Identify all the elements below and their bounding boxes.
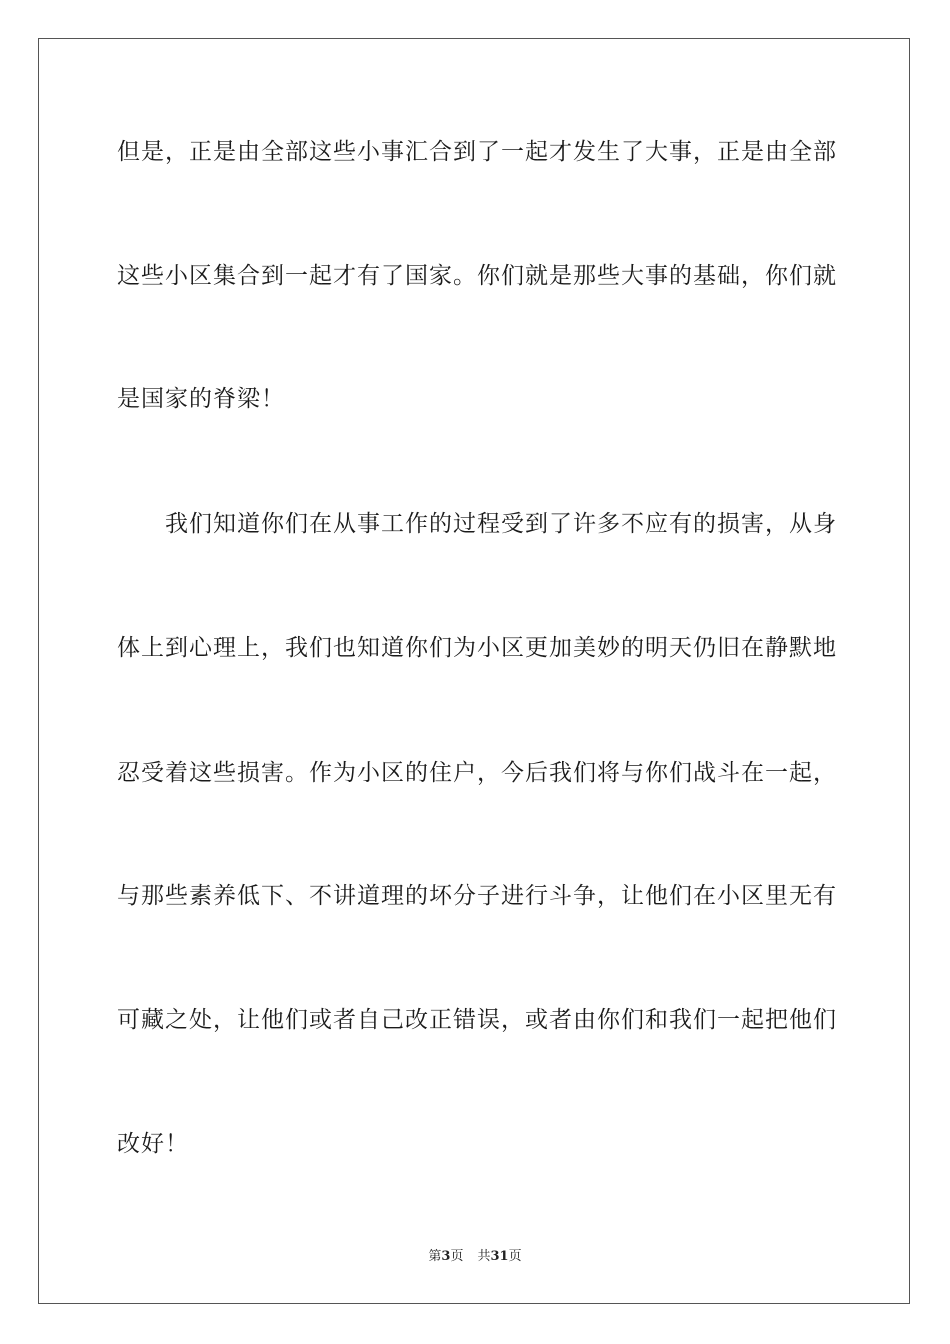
page-border [38, 38, 910, 1304]
text-line-2: 这些小区集合到一起才有了国家。你们就是那些大事的基础，你们就 [117, 263, 837, 289]
total-pages: 31 [490, 1249, 509, 1264]
text-line-9: 改好！ [117, 1131, 189, 1157]
total-prefix: 共 [477, 1249, 491, 1264]
page-footer [0, 1248, 950, 1266]
text-line-6: 忍受着这些损害。作为小区的住户，今后我们将与你们战斗在一起， [117, 760, 837, 786]
text-line-4: 我们知道你们在从事工作的过程受到了许多不应有的损害，从身 [117, 511, 837, 537]
total-suffix: 页 [508, 1249, 522, 1264]
page-prefix: 第 [428, 1249, 442, 1264]
text-line-1: 但是，正是由全部这些小事汇合到了一起才发生了大事，正是由全部 [117, 139, 837, 165]
page-suffix: 页 [450, 1249, 464, 1264]
text-line-8: 可藏之处，让他们或者自己改正错误，或者由你们和我们一起把他们 [117, 1007, 837, 1033]
page-number: 3 [441, 1249, 451, 1264]
text-line-7: 与那些素养低下、不讲道理的坏分子进行斗争，让他们在小区里无有 [117, 883, 837, 909]
text-line-3: 是国家的脊梁！ [117, 386, 285, 412]
text-line-5: 体上到心理上，我们也知道你们为小区更加美妙的明天仍旧在静默地 [117, 635, 837, 661]
